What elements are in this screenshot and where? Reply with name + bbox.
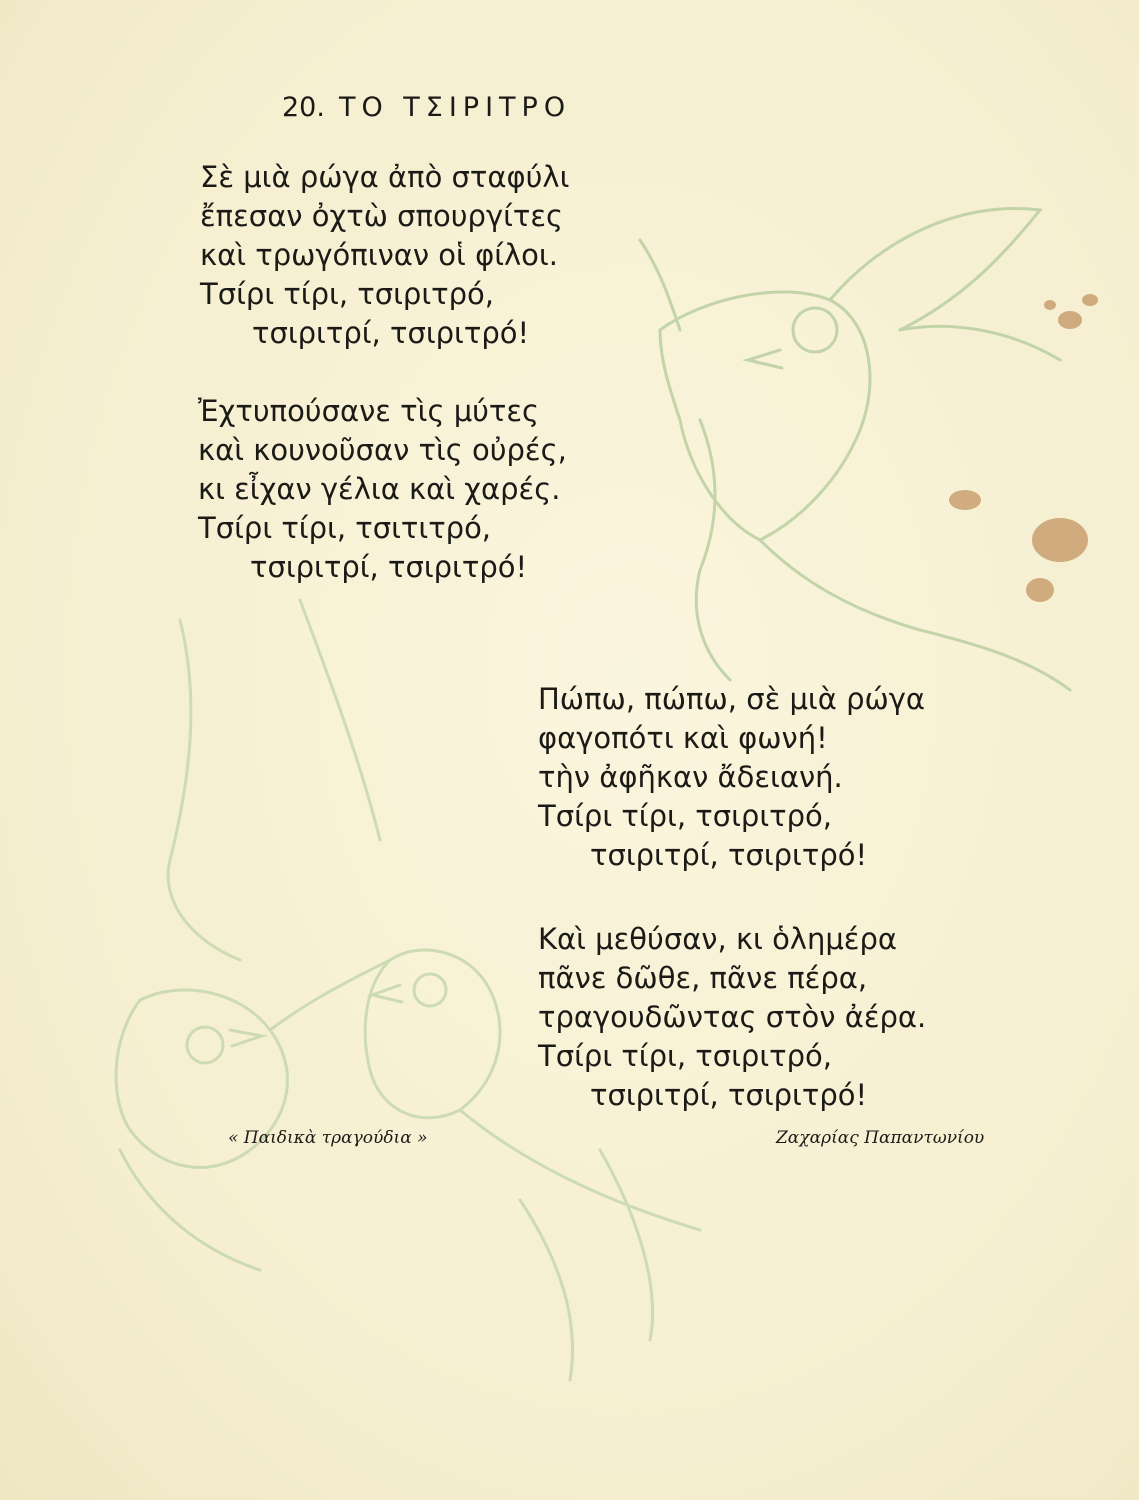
verse-line: Σὲ μιὰ ρώγα ἀπὸ σταφύλι xyxy=(200,160,570,194)
verse-line: τὴν ἀφῆκαν ἄδειανή. xyxy=(538,760,843,794)
verse-line: ἔπεσαν ὀχτὼ σπουργίτες xyxy=(200,199,564,233)
verse-line: κι εἶχαν γέλια καὶ χαρές. xyxy=(198,472,561,506)
source-credit: « Παιδικὰ τραγούδια » xyxy=(228,1128,428,1148)
stanza-1 xyxy=(200,158,569,353)
poem-number: 20. xyxy=(282,92,325,123)
verse-line: Τσίρι τίρι, τσιριτρό, xyxy=(200,277,494,311)
refrain-line: τσιριτρί, τσιριτρό! xyxy=(252,316,530,350)
stanza-2 xyxy=(198,392,567,587)
verse-line: καὶ κουνοῦσαν τὶς οὐρές, xyxy=(198,433,567,467)
poem-title-text: ΤΟ ΤΣΙΡΙΤΡΟ xyxy=(338,92,572,123)
verse-line: Πώπω, πώπω, σὲ μιὰ ρώγα xyxy=(538,682,926,716)
refrain-line: τσιριτρί, τσιριτρό! xyxy=(590,838,868,872)
verse-line: καὶ τρωγόπιναν οἱ φίλοι. xyxy=(200,238,558,272)
verse-line: τραγουδῶντας στὸν ἀέρα. xyxy=(538,1000,927,1034)
verse-line: Τσίρι τίρι, τσιριτρό, xyxy=(538,799,832,833)
verse-line: Τσίρι τίρι, τσιτιτρό, xyxy=(198,511,492,545)
verse-line: Καὶ μεθύσαν, κι ὁλημέρα xyxy=(538,922,898,956)
verse-line: Τσίρι τίρι, τσιριτρό, xyxy=(538,1039,832,1073)
stanza-4 xyxy=(538,920,926,1115)
verse-line: πᾶνε δῶθε, πᾶνε πέρα, xyxy=(538,961,868,995)
refrain-line: τσιριτρί, τσιριτρό! xyxy=(590,1078,868,1112)
refrain-line: τσιριτρί, τσιριτρό! xyxy=(250,550,528,584)
poem-title xyxy=(282,92,571,123)
stanza-3 xyxy=(538,680,925,875)
verse-line: Ἐχτυπούσανε τὶς μύτες xyxy=(198,394,540,428)
verse-line: φαγοπότι καὶ φωνή! xyxy=(538,721,828,755)
author-credit: Ζαχαρίας Παπαντωνίου xyxy=(776,1128,985,1148)
